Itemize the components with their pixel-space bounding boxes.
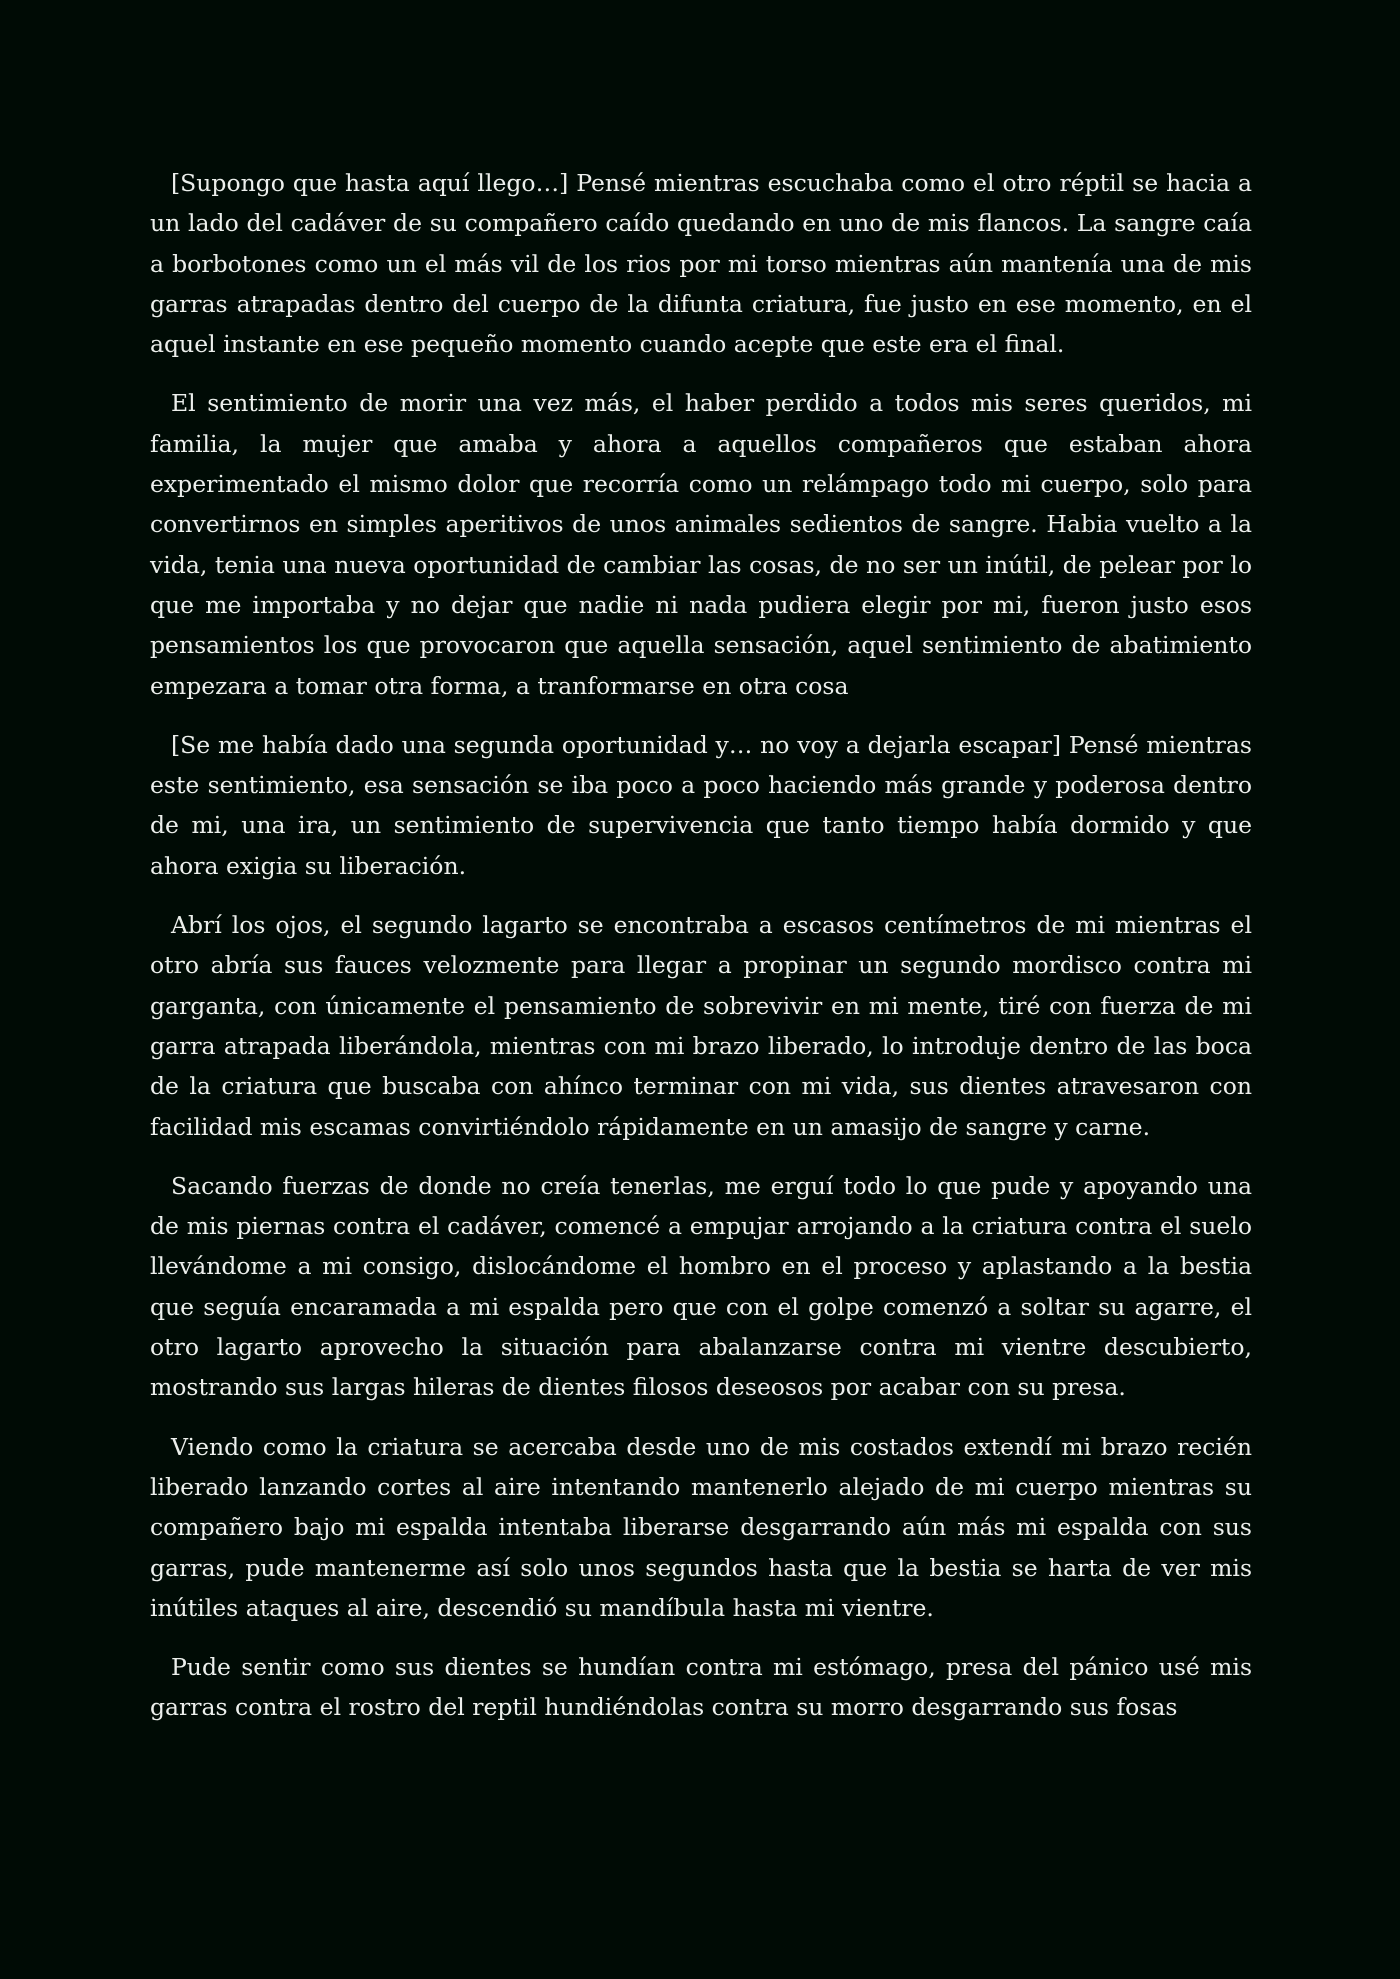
document-page [150,163,1252,1728]
paragraph-5: Sacando fuerzas de donde no creía tenerlas, me erguí todo lo que pude y apoyando una de mis piernas contra el cadáver, comencé a empujar arrojando a la criatura contra el suelo llevándome a mi consigo, dislocándome el hombro en el proceso y aplastando a la bestia que seguía encaramada a mi espalda pero que con el golpe comenzó a soltar su agarre, el otro lagarto aprovecho la situación para abalanzarse contra mi vientre descubierto, mostrando sus largas hileras de dientes filosos deseosos por acabar con su presa. [150,1171,1252,1402]
paragraph-3: [Se me había dado una segunda oportunidad y… no voy a dejarla escapar] Pensé mientras este sentimiento, esa sensación se iba poco a poco haciendo más grande y poderosa dentro de mi, una ira, un sentimiento de supervivencia que tanto tiempo había dormido y que ahora exigia su liberación. [150,730,1252,880]
paragraph-7: Pude sentir como sus dientes se hundían contra mi estómago, presa del pánico usé mis garras contra el rostro del reptil hundiéndolas contra su morro desgarrando sus fosas [150,1653,1252,1722]
paragraph-6: Viendo como la criatura se acercaba desde uno de mis costados extendí mi brazo recién liberado lanzando cortes al aire intentando mantenerlo alejado de mi cuerpo mientras su compañero bajo mi espalda intentaba liberarse desgarrando aún más mi espalda con sus garras, pude mantenerme así solo unos segundos hasta que la bestia se harta de ver mis inútiles ataques al aire, descendió su mandíbula hasta mi vientre. [150,1432,1252,1622]
paragraph-4: Abrí los ojos, el segundo lagarto se encontraba a escasos centímetros de mi mientras el otro abría sus fauces velozmente para llegar a propinar un segundo mordisco contra mi garganta, con únicamente el pensamiento de sobrevivir en mi mente, tiré con fuerza de mi garra atrapada liberándola, mientras con mi brazo liberado, lo introduje dentro de las boca de la criatura que buscaba con ahínco terminar con mi vida, sus dientes atravesaron con facilidad mis escamas convirtiéndolo rápidamente en un amasijo de sangre y carne. [150,911,1252,1141]
paragraph-1: [Supongo que hasta aquí llego…] Pensé mientras escuchaba como el otro réptil se hacia a un lado del cadáver de su compañero caído quedando en uno de mis flancos. La sangre caía a borbotones como un el más vil de los rios por mi torso mientras aún mantenía una de mis garras atrapadas dentro del cuerpo de la difunta criatura, fue justo en ese momento, en el aquel instante en ese pequeño momento cuando acepte que este era el final. [150,169,1252,359]
paragraph-2: El sentimiento de morir una vez más, el haber perdido a todos mis seres queridos, mi familia, la mujer que amaba y ahora a aquellos compañeros que estaban ahora experimentado el mismo dolor que recorría como un relámpago todo mi cuerpo, solo para convertirnos en simples aperitivos de unos animales sedientos de sangre. Habia vuelto a la vida, tenia una nueva oportunidad de cambiar las cosas, de no ser un inútil, de pelear por lo que me importaba y no dejar que nadie ni nada pudiera elegir por mi, fueron justo esos pensamientos los que provocaron que aquella sensación, aquel sentimiento de abatimiento empezara a tomar otra forma, a tranformarse en otra cosa [150,389,1252,700]
